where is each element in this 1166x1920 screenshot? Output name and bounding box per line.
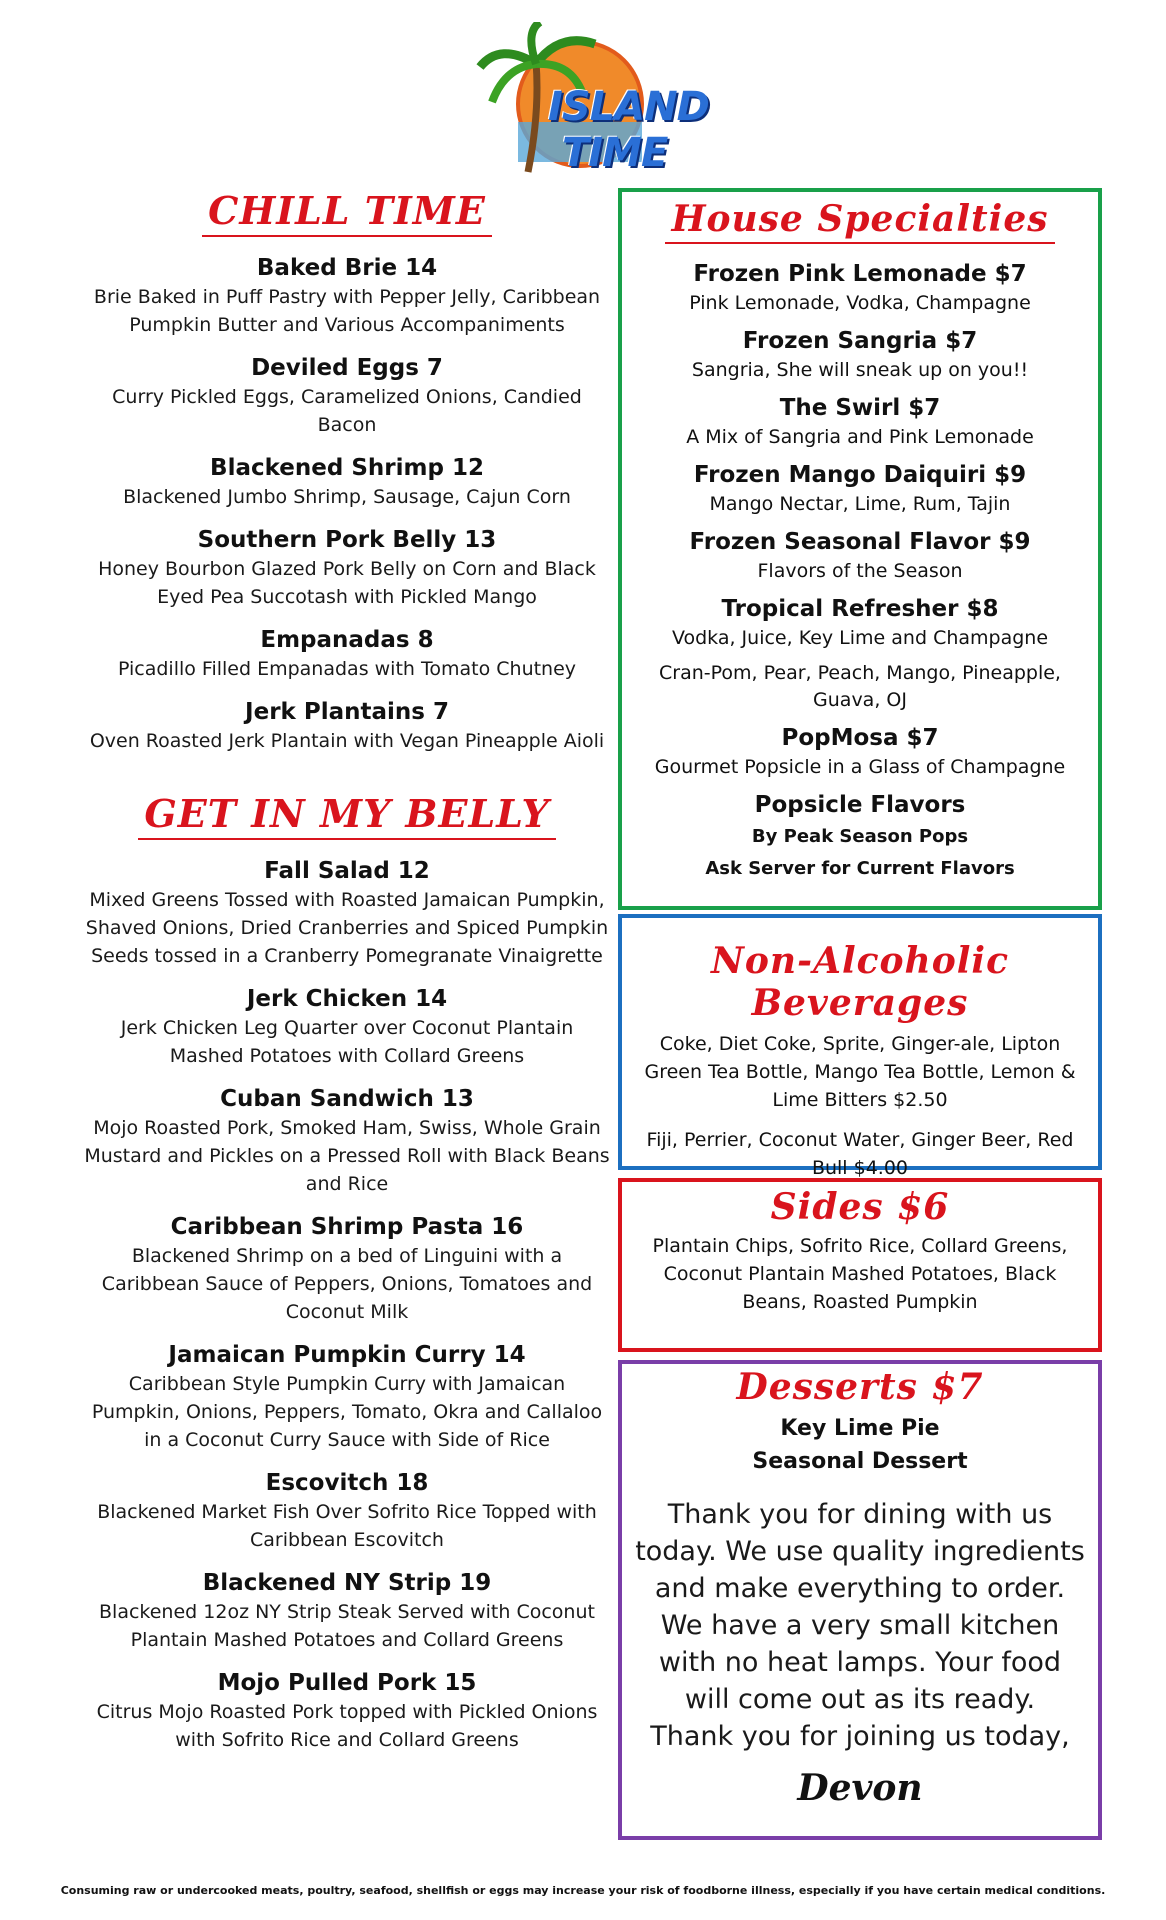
logo-line1: ISLAND bbox=[548, 84, 709, 130]
sides-title: Sides $6 bbox=[770, 1186, 950, 1228]
menu-item bbox=[82, 625, 612, 683]
menu-item-desc: Blackened Jumbo Shrimp, Sausage, Cajun Corn bbox=[123, 486, 571, 508]
menu-item-name: Jerk Chicken 14 bbox=[246, 986, 448, 1012]
menu-item-name: Jamaican Pumpkin Curry 14 bbox=[168, 1342, 526, 1368]
drink-desc: Sangria, She will sneak up on you!! bbox=[691, 359, 1029, 381]
thank-you-closing: Thank you for joining us today, bbox=[650, 1721, 1070, 1752]
popsicle-flavors bbox=[622, 789, 1098, 885]
dessert-item: Key Lime Pie bbox=[780, 1416, 940, 1441]
chill-time-title: CHILL TIME bbox=[202, 188, 492, 237]
drink-item bbox=[622, 258, 1098, 317]
get-in-my-belly-list bbox=[82, 856, 612, 1754]
signature: Devon bbox=[797, 1767, 923, 1809]
menu-item-desc: Mojo Roasted Pork, Smoked Ham, Swiss, Whole Grain Mustard and Pickles on a Pressed Roll with Black Beans and Rice bbox=[84, 1117, 610, 1195]
thank-you-message: Thank you for dining with us today. We use quality ingredients and make everything to order. We have a very small kitchen with no heat lamps. Your food will come out as its ready. bbox=[635, 1499, 1085, 1715]
drink-desc: Gourmet Popsicle in a Glass of Champagne bbox=[654, 756, 1066, 778]
drink-name: PopMosa $7 bbox=[781, 725, 939, 751]
house-specialties-title: House Specialties bbox=[665, 198, 1054, 244]
drink-desc: A Mix of Sangria and Pink Lemonade bbox=[686, 426, 1034, 448]
drink-name: Frozen Mango Daiquiri $9 bbox=[693, 462, 1027, 488]
menu-item bbox=[82, 856, 612, 970]
menu-item-name: Blackened NY Strip 19 bbox=[202, 1570, 492, 1596]
logo-line2: TIME bbox=[562, 130, 668, 176]
menu-item-name: Caribbean Shrimp Pasta 16 bbox=[170, 1214, 524, 1240]
menu-item-desc: Blackened 12oz NY Strip Steak Served with Coconut Plantain Mashed Potatoes and Collard Greens bbox=[99, 1601, 595, 1651]
menu-item-name: Empanadas 8 bbox=[260, 627, 434, 653]
popsicle-vendor: By Peak Season Pops bbox=[751, 826, 969, 847]
menu-item-name: Baked Brie 14 bbox=[256, 255, 438, 281]
drink-item bbox=[622, 722, 1098, 781]
refresher-flavors: Cran-Pom, Pear, Peach, Mango, Pineapple, Guava, OJ bbox=[659, 662, 1061, 711]
menu-item-name: Blackened Shrimp 12 bbox=[210, 455, 484, 481]
drink-item bbox=[622, 593, 1098, 652]
chill-time-list bbox=[82, 253, 612, 755]
get-in-my-belly-heading bbox=[82, 791, 612, 840]
non-alcoholic-box bbox=[618, 914, 1102, 1179]
menu-item-desc: Citrus Mojo Roasted Pork topped with Pickled Onions with Sofrito Rice and Collard Greens bbox=[96, 1701, 598, 1751]
menu-item-name: Jerk Plantains 7 bbox=[245, 699, 449, 725]
menu-item-desc: Caribbean Style Pumpkin Curry with Jamaican Pumpkin, Onions, Peppers, Tomato, Okra and Callaloo in a Coconut Curry Sauce with Side of Rice bbox=[91, 1373, 603, 1451]
drink-name: Frozen Sangria $7 bbox=[742, 328, 978, 354]
menu-item-name: Fall Salad 12 bbox=[264, 858, 430, 884]
menu-item-desc: Jerk Chicken Leg Quarter over Coconut Plantain Mashed Potatoes with Collard Greens bbox=[120, 1017, 574, 1067]
menu-item bbox=[82, 1568, 612, 1654]
dessert-item: Seasonal Dessert bbox=[752, 1449, 968, 1474]
drink-desc: Vodka, Juice, Key Lime and Champagne bbox=[671, 627, 1049, 649]
menu-item-desc: Blackened Shrimp on a bed of Linguini with a Caribbean Sauce of Peppers, Onions, Tomatoes and Coconut Milk bbox=[101, 1245, 593, 1323]
drink-name: Tropical Refresher $8 bbox=[721, 596, 999, 622]
non-alcoholic-title: Non-Alcoholic Beverages bbox=[710, 940, 1010, 1024]
menu-item bbox=[82, 1468, 612, 1554]
menu-item-desc: Curry Pickled Eggs, Caramelized Onions, Candied Bacon bbox=[112, 386, 582, 436]
drink-name: Popsicle Flavors bbox=[754, 792, 966, 818]
menu-item-name: Deviled Eggs 7 bbox=[251, 355, 443, 381]
drink-name: Frozen Seasonal Flavor $9 bbox=[689, 529, 1031, 555]
menu-item-desc: Oven Roasted Jerk Plantain with Vegan Pineapple Aioli bbox=[89, 730, 605, 752]
sides-list: Plantain Chips, Sofrito Rice, Collard Greens, Coconut Plantain Mashed Potatoes, Black Beans, Roasted Pumpkin bbox=[652, 1235, 1068, 1313]
island-time-logo bbox=[470, 22, 709, 182]
left-menu-column bbox=[82, 188, 612, 1768]
food-safety-disclaimer: Consuming raw or undercooked meats, poultry, seafood, shellfish or eggs may increase your risk of foodborne illness, especially if you have certain medical conditions. bbox=[60, 1884, 1106, 1897]
menu-item bbox=[82, 353, 612, 439]
menu-item bbox=[82, 984, 612, 1070]
menu-item bbox=[82, 1084, 612, 1198]
sides-box bbox=[618, 1178, 1102, 1352]
menu-item-desc: Blackened Market Fish Over Sofrito Rice Topped with Caribbean Escovitch bbox=[97, 1501, 597, 1551]
chill-time-heading bbox=[82, 188, 612, 237]
menu-item-name: Southern Pork Belly 13 bbox=[197, 527, 497, 553]
drink-desc: Pink Lemonade, Vodka, Champagne bbox=[689, 292, 1031, 314]
menu-item-desc: Mixed Greens Tossed with Roasted Jamaican Pumpkin, Shaved Onions, Dried Cranberries and Spiced Pumpkin Seeds tossed in a Cranberry Pomegranate Vinaigrette bbox=[85, 889, 609, 967]
desserts-box bbox=[618, 1360, 1102, 1840]
menu-item-name: Mojo Pulled Pork 15 bbox=[217, 1670, 477, 1696]
drink-item bbox=[622, 325, 1098, 384]
menu-item bbox=[82, 697, 612, 755]
drink-item bbox=[622, 459, 1098, 518]
menu-item bbox=[82, 1668, 612, 1754]
drink-desc: Mango Nectar, Lime, Rum, Tajin bbox=[709, 493, 1011, 515]
menu-item bbox=[82, 453, 612, 511]
drink-name: The Swirl $7 bbox=[779, 395, 941, 421]
popsicle-note: Ask Server for Current Flavors bbox=[705, 858, 1015, 879]
get-in-my-belly-title: GET IN MY BELLY bbox=[138, 791, 555, 840]
soft-drinks-list: Coke, Diet Coke, Sprite, Ginger-ale, Lipton Green Tea Bottle, Mango Tea Bottle, Lemon & Lime Bitters $2.50 bbox=[644, 1033, 1076, 1111]
drink-desc: Flavors of the Season bbox=[757, 560, 963, 582]
menu-item-name: Escovitch 18 bbox=[265, 1470, 429, 1496]
menu-item-desc: Brie Baked in Puff Pastry with Pepper Jelly, Caribbean Pumpkin Butter and Various Accompaniments bbox=[93, 286, 601, 336]
desserts-title: Desserts $7 bbox=[736, 1366, 984, 1408]
menu-item bbox=[82, 253, 612, 339]
menu-item bbox=[82, 1340, 612, 1454]
menu-item-desc: Picadillo Filled Empanadas with Tomato Chutney bbox=[117, 658, 577, 680]
house-specialties-heading bbox=[622, 198, 1098, 244]
menu-item bbox=[82, 525, 612, 611]
menu-item bbox=[82, 1212, 612, 1326]
drink-name: Frozen Pink Lemonade $7 bbox=[693, 261, 1027, 287]
menu-item-desc: Honey Bourbon Glazed Pork Belly on Corn and Black Eyed Pea Succotash with Pickled Mango bbox=[98, 558, 596, 608]
drink-item bbox=[622, 392, 1098, 451]
premium-drinks-list: Fiji, Perrier, Coconut Water, Ginger Beer, Red Bull $4.00 bbox=[646, 1129, 1074, 1179]
house-specialties-box bbox=[618, 188, 1102, 910]
menu-item-name: Cuban Sandwich 13 bbox=[220, 1086, 474, 1112]
drink-item bbox=[622, 526, 1098, 585]
